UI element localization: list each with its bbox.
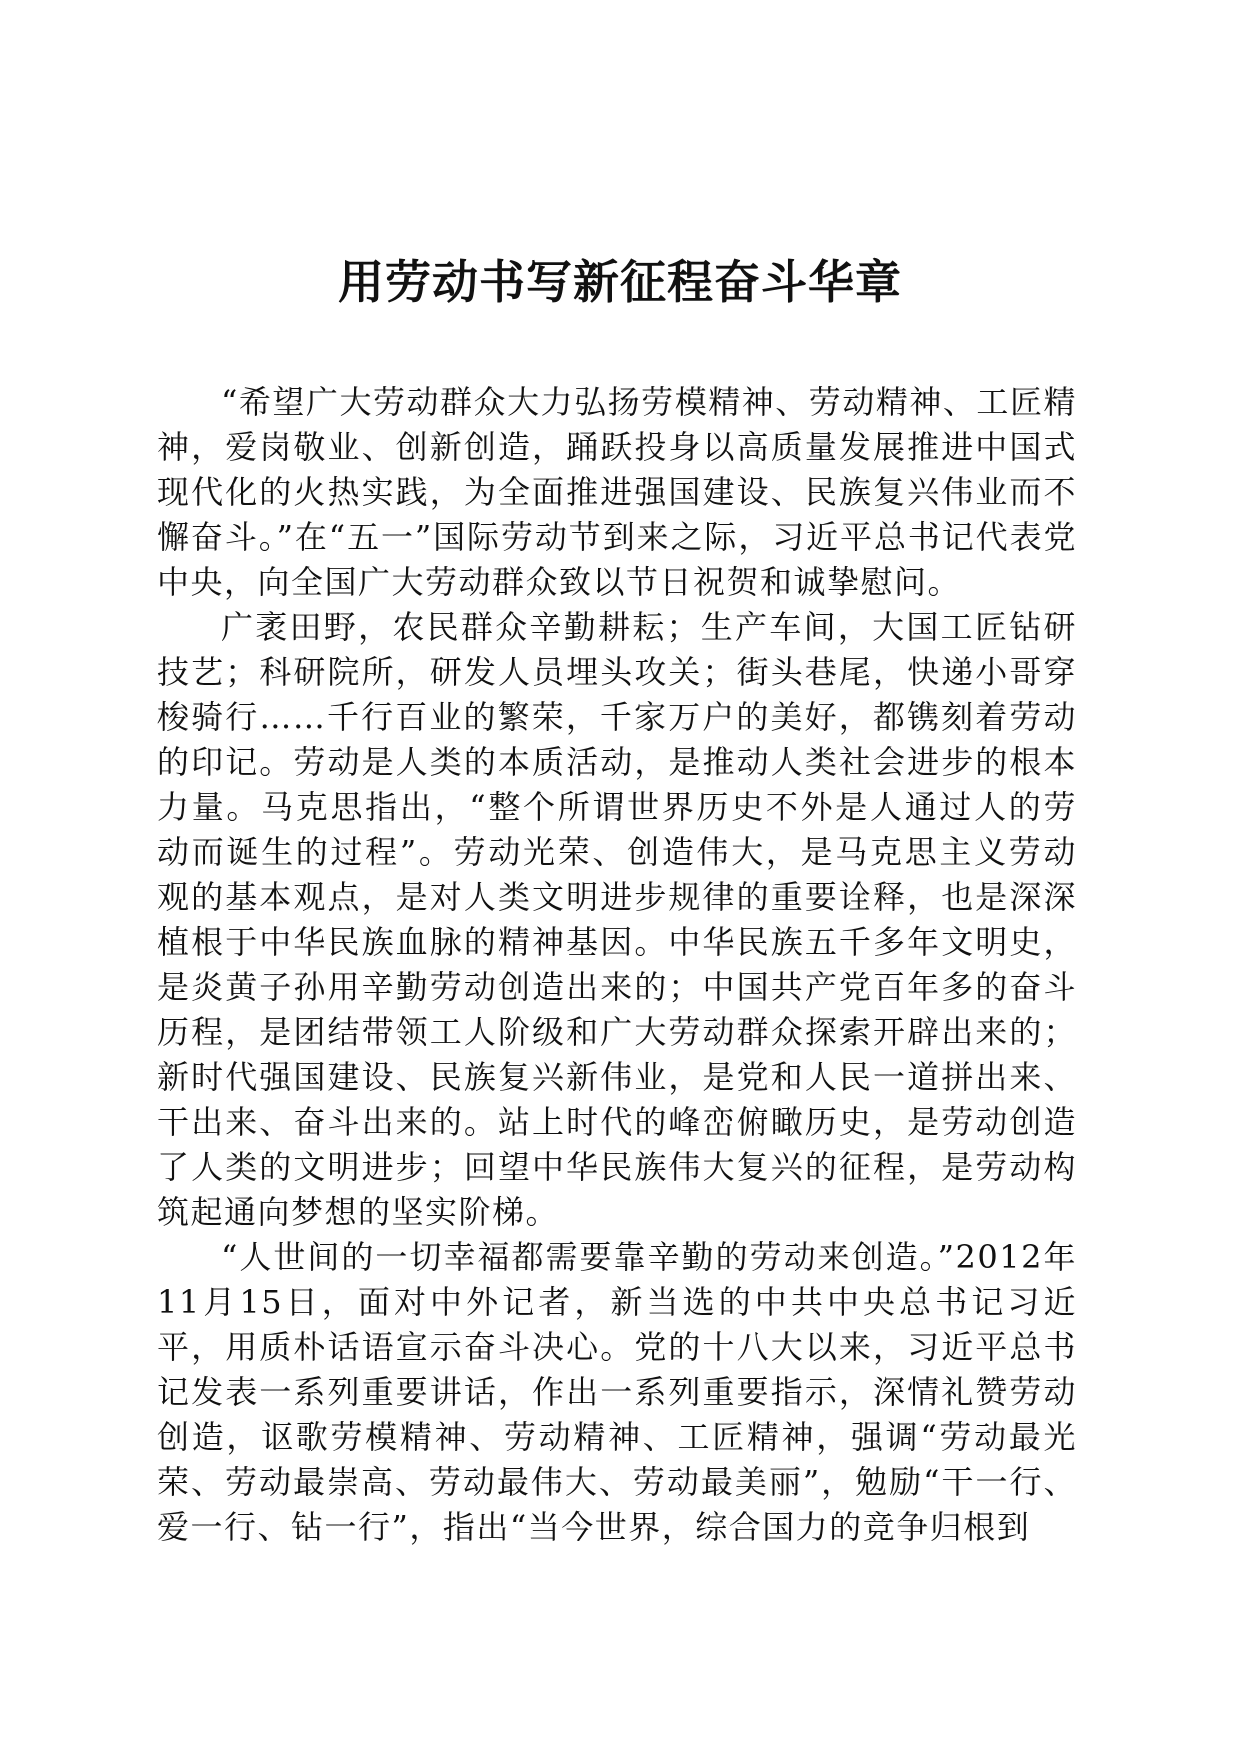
paragraph-1: “希望广大劳动群众大力弘扬劳模精神、劳动精神、工匠精神，爱岗敬业、创新创造，踊跃投身以高质量发展推进中国式现代化的火热实践，为全面推进强国建设、民族复兴伟业而不懈奋斗。”在“五一”国际劳动节到来之际，习近平总书记代表党中央，向全国广大劳动群众致以节日祝贺和诚挚慰问。 [157, 383, 1077, 601]
document-title: 用劳动书写新征程奋斗华章 [338, 255, 902, 309]
document-body [157, 380, 1077, 1550]
paragraph-3: “人世间的一切幸福都需要靠辛勤的劳动来创造。”2012年11月15日，面对中外记者，新当选的中共中央总书记习近平，用质朴话语宣示奋斗决心。党的十八大以来，习近平总书记发表一系列重要讲话，作出一系列重要指示，深情礼赞劳动创造，讴歌劳模精神、劳动精神、工匠精神，强调“劳动最光荣、劳动最崇高、劳动最伟大、劳动最美丽”，勉励“干一行、爱一行、钻一行”，指出“当今世界，综合国力的竞争归根到 [157, 1238, 1077, 1546]
paragraph-2: 广袤田野，农民群众辛勤耕耘；生产车间，大国工匠钻研技艺；科研院所，研发人员埋头攻关；街头巷尾，快递小哥穿梭骑行……千行百业的繁荣，千家万户的美好，都镌刻着劳动的印记。劳动是人类的本质活动，是推动人类社会进步的根本力量。马克思指出，“整个所谓世界历史不外是人通过人的劳动而诞生的过程”。劳动光荣、创造伟大，是马克思主义劳动观的基本观点，是对人类文明进步规律的重要诠释，也是深深植根于中华民族血脉的精神基因。中华民族五千多年文明史，是炎黄子孙用辛勤劳动创造出来的；中国共产党百年多的奋斗历程，是团结带领工人阶级和广大劳动群众探索开辟出来的；新时代强国建设、民族复兴新伟业，是党和人民一道拼出来、干出来、奋斗出来的。站上时代的峰峦俯瞰历史，是劳动创造了人类的文明进步；回望中华民族伟大复兴的征程，是劳动构筑起通向梦想的坚实阶梯。 [157, 608, 1077, 1231]
